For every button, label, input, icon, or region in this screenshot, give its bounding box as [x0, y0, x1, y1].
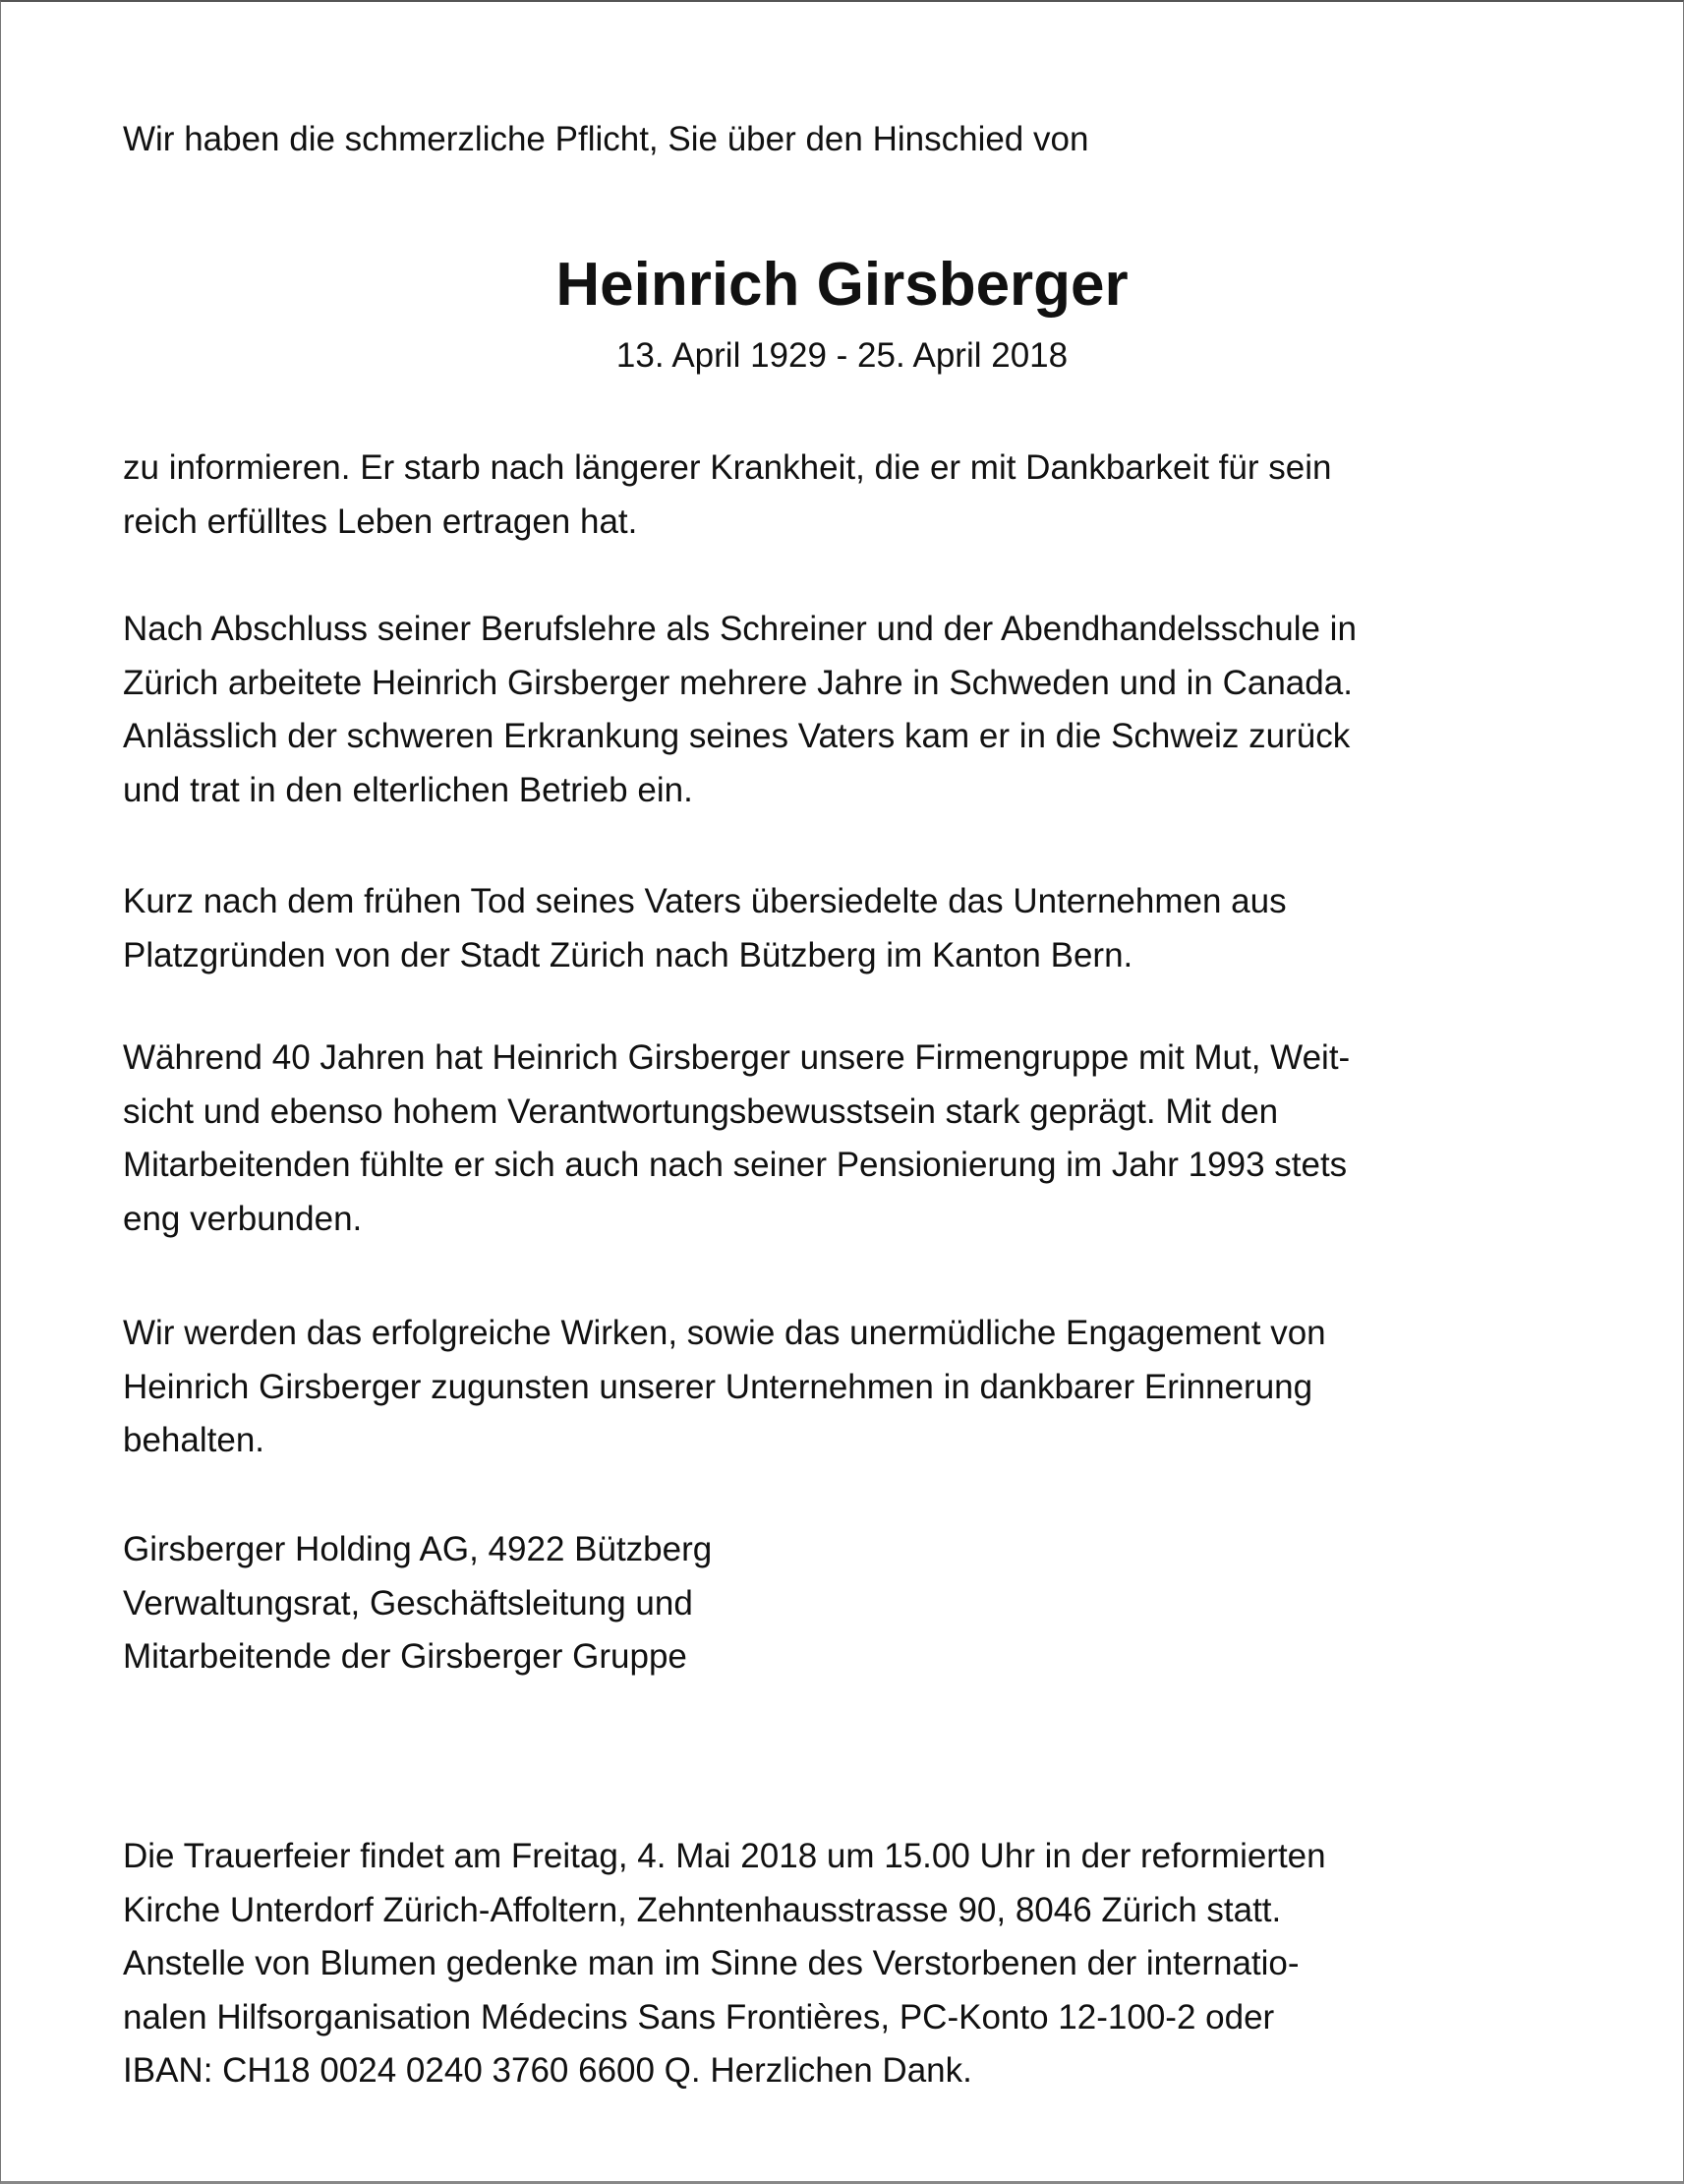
life-dates: 13. April 1929 - 25. April 2018: [615, 336, 1069, 375]
text-line: Wir werden das erfolgreiche Wirken, sowie das unermüdliche Engagement von: [123, 1314, 1326, 1352]
intro-text: [123, 113, 1088, 167]
text-line: behalten.: [123, 1421, 265, 1459]
text-line: Kurz nach dem frühen Tod seines Vaters übersiedelte das Unternehmen aus: [123, 882, 1287, 920]
paragraph-5: [123, 1307, 1326, 1468]
paragraph-4: [123, 1032, 1350, 1246]
text-line: Anlässlich der schweren Erkrankung seines Vaters kam er in die Schweiz zurück: [123, 717, 1351, 755]
signature-line: Girsberger Holding AG, 4922 Bützberg: [123, 1530, 713, 1568]
signature-block: [123, 1523, 712, 1684]
text-line: Zürich arbeitete Heinrich Girsberger mehrere Jahre in Schweden und in Canada.: [123, 663, 1353, 702]
text-line: IBAN: CH18 0024 0240 3760 6600 Q. Herzlichen Dank.: [123, 2051, 972, 2090]
intro-line: Wir haben die schmerzliche Pflicht, Sie über den Hinschied von: [123, 120, 1089, 158]
text-line: Nach Abschluss seiner Berufslehre als Schreiner und der Abendhandelsschule in: [123, 610, 1357, 648]
deceased-name: Heinrich Girsberger: [555, 251, 1129, 319]
text-line: nalen Hilfsorganisation Médecins Sans Frontières, PC-Konto 12-100-2 oder: [123, 1997, 1275, 2036]
text-line: eng verbunden.: [123, 1199, 363, 1238]
text-line: zu informieren. Er starb nach längerer Krankheit, die er mit Dankbarkeit für sein: [123, 448, 1332, 487]
text-line: Kirche Unterdorf Zürich-Affoltern, Zehntenhausstrasse 90, 8046 Zürich statt.: [123, 1890, 1282, 1929]
text-line: Anstelle von Blumen gedenke man im Sinne des Verstorbenen der internatio-: [123, 1944, 1300, 1982]
funeral-notice: [123, 1830, 1326, 2098]
paragraph-2: [123, 603, 1357, 817]
text-line: Während 40 Jahren hat Heinrich Girsberger unsere Firmengruppe mit Mut, Weit-: [123, 1038, 1351, 1077]
text-line: Platzgründen von der Stadt Zürich nach Bützberg im Kanton Bern.: [123, 935, 1133, 974]
paragraph-1: [123, 442, 1331, 549]
paragraph-3: [123, 875, 1287, 982]
signature-line: Mitarbeitende der Girsberger Gruppe: [123, 1637, 687, 1676]
signature-line: Verwaltungsrat, Geschäftsleitung und: [123, 1583, 693, 1623]
text-line: Die Trauerfeier findet am Freitag, 4. Mai 2018 um 15.00 Uhr in der reformierten: [123, 1837, 1326, 1875]
text-line: Mitarbeitenden fühlte er sich auch nach seiner Pensionierung im Jahr 1993 stets: [123, 1146, 1348, 1184]
text-line: und trat in den elterlichen Betrieb ein.: [123, 770, 693, 809]
text-line: reich erfülltes Leben ertragen hat.: [123, 502, 638, 541]
text-line: sicht und ebenso hohem Verantwortungsbewusstsein stark geprägt. Mit den: [123, 1092, 1279, 1131]
text-line: Heinrich Girsberger zugunsten unserer Unternehmen in dankbarer Erinnerung: [123, 1367, 1313, 1406]
